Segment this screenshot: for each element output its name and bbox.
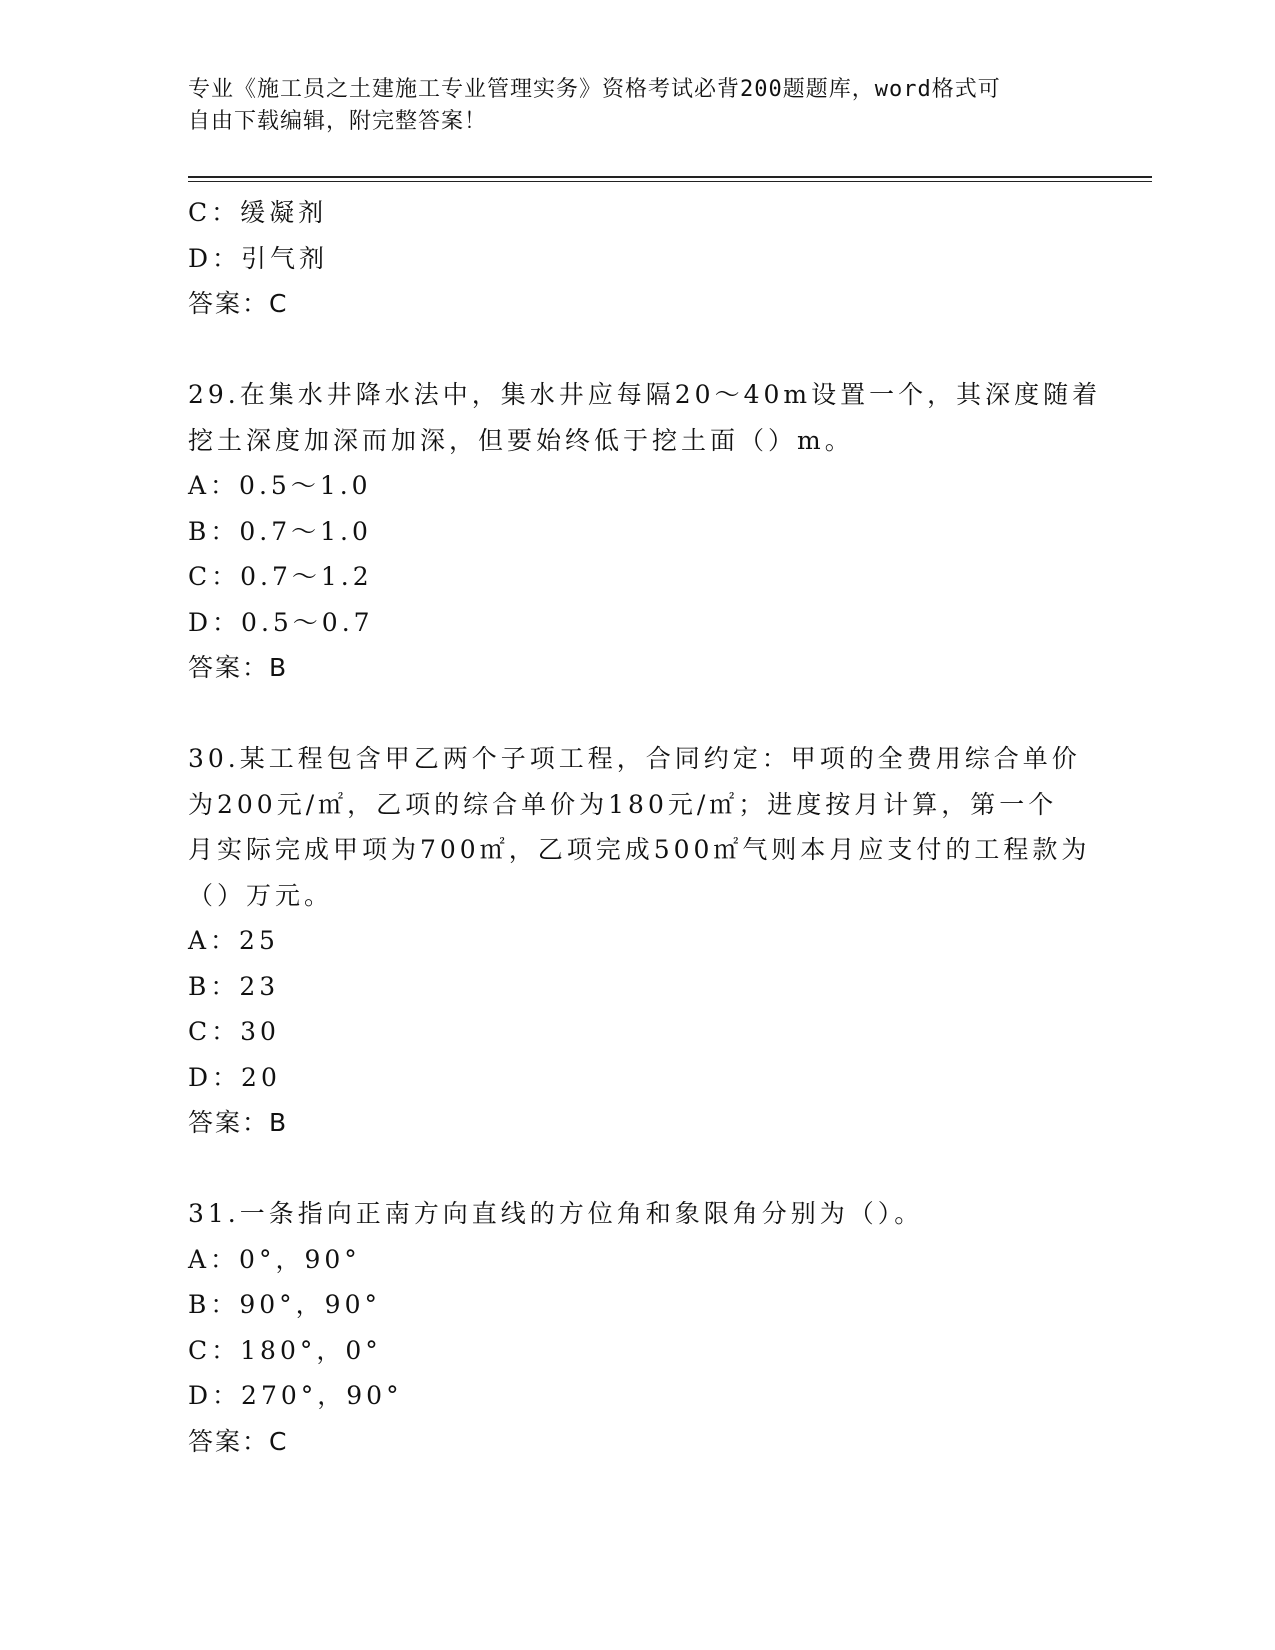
header-line-2: 自由下载编辑，附完整答案！ (188, 109, 488, 134)
header-line-1: 专业《施工员之土建施工专业管理实务》资格考试必背200题题库，word格式可 (188, 77, 1001, 102)
question-29 (188, 372, 1102, 691)
option-a: A：0.5～1.0 (188, 471, 372, 500)
option-c: C：0.7～1.2 (188, 562, 373, 591)
question-list (188, 190, 1102, 1464)
option-d: D：20 (188, 1062, 281, 1092)
question-30 (188, 736, 1091, 1146)
page-header (188, 74, 1088, 138)
question-stem: 31.一条指向正南方向直线的方位角和象限角分别为（）。 (188, 1199, 924, 1228)
option-c: C：30 (188, 1017, 280, 1046)
header-rule-thick (188, 176, 1152, 178)
answer: 答案：C (188, 1426, 289, 1456)
question-stem: 月实际完成甲项为700㎡，乙项完成500㎡气则本月应支付的工程款为 (188, 835, 1091, 864)
option-a: A：25 (188, 926, 279, 955)
option-a: A：0°，90° (188, 1244, 361, 1274)
option-b: B：90°，90° (188, 1290, 381, 1319)
option-d: D：引气剂 (188, 243, 329, 273)
header-rule-thin (188, 181, 1152, 182)
option-d: D：270°，90° (188, 1381, 403, 1410)
option-b: B：0.7～1.0 (188, 516, 372, 546)
option-d: D：0.5～0.7 (188, 607, 374, 637)
question-stem: （）万元。 (188, 880, 334, 910)
question-stem: 30.某工程包含甲乙两个子项工程，合同约定：甲项的全费用综合单价 (188, 744, 1081, 773)
option-b: B：23 (188, 971, 280, 1001)
question-stem: 为200元/㎡，乙项的综合单价为180元/㎡；进度按月计算，第一个 (188, 789, 1058, 819)
question-stem: 29.在集水井降水法中，集水井应每隔20～40m设置一个，其深度随着 (188, 380, 1102, 409)
answer: 答案：B (188, 653, 289, 682)
option-c: C：180°，0° (188, 1335, 382, 1365)
question-28 (188, 190, 1088, 327)
question-stem: 挖土深度加深而加深，但要始终低于挖土面（）m。 (188, 425, 854, 455)
question-31 (188, 1191, 1088, 1464)
answer: 答案：B (188, 1108, 289, 1137)
option-c: C：缓凝剂 (188, 198, 328, 227)
answer: 答案：C (188, 289, 289, 318)
